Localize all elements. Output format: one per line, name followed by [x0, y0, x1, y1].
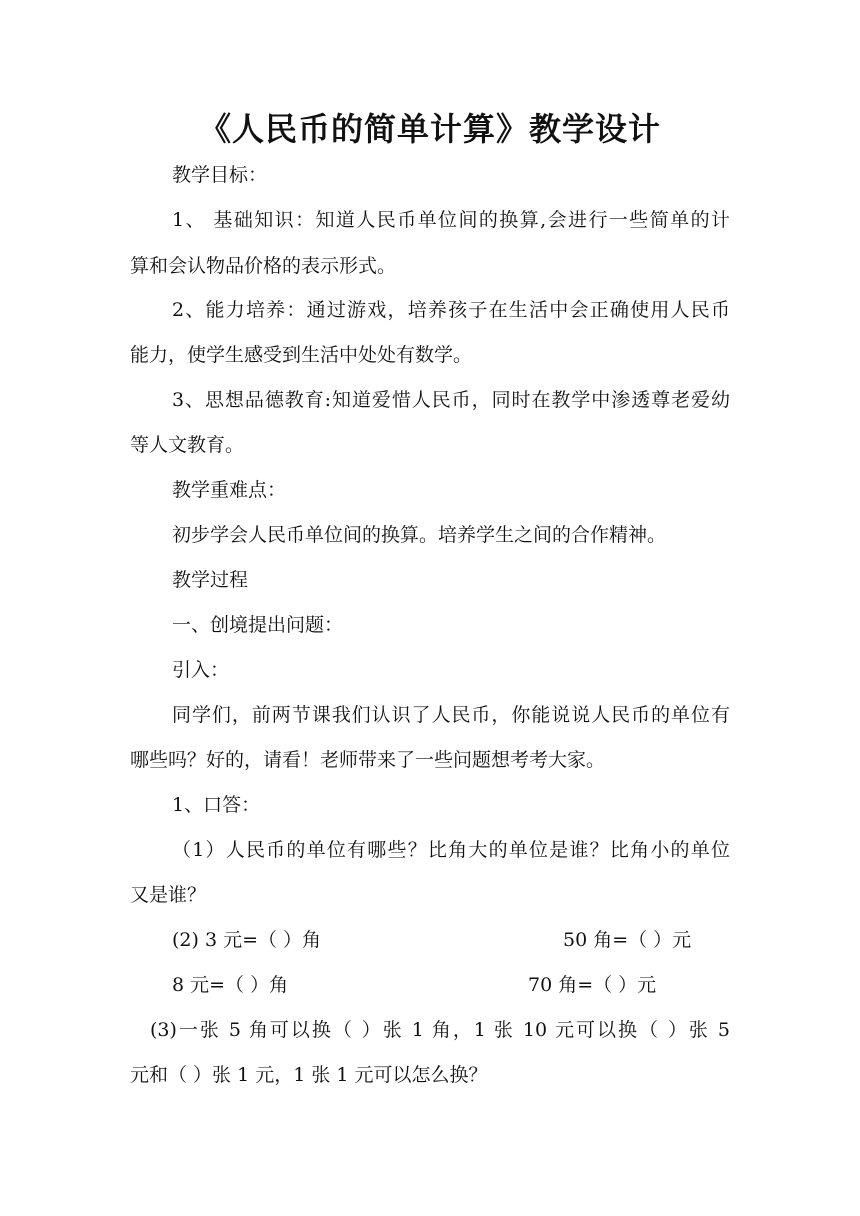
- text-line: （1）人民币的单位有哪些？比角大的单位是谁？比角小的单位: [172, 839, 730, 861]
- text-line: 初步学会人民币单位间的换算。培养学生之间的合作精神。: [172, 524, 667, 546]
- exercise-item: (2) 3 元=（ ）角: [172, 929, 322, 951]
- text-line: 同学们，前两节课我们认识了人民币，你能说说人民币的单位有: [172, 704, 730, 726]
- text-line: 2、能力培养：通过游戏，培养孩子在生活中会正确使用人民币: [172, 299, 730, 321]
- text-line: 教学过程: [172, 569, 249, 591]
- text-line: 元和（ ）张 1 元，1 张 1 元可以怎么换？: [130, 1064, 488, 1086]
- text-line: 哪些吗？好的，请看！老师带来了一些问题想考考大家。: [130, 749, 606, 771]
- text-line: 引入：: [172, 659, 230, 681]
- exercise-item: 8 元=（ ）角: [172, 974, 289, 996]
- text-line: 3、思想品德教育:知道爱惜人民币，同时在教学中渗透尊老爱幼: [172, 389, 730, 411]
- text-line: 等人文教育。: [130, 434, 245, 456]
- text-line: (3)一张 5 角可以换（ ）张 1 角，1 张 10 元可以换（ ）张 5: [150, 1019, 730, 1041]
- exercise-item: 50 角=（ ）元: [563, 929, 692, 951]
- document-title: 《人民币的简单计算》教学设计: [198, 110, 661, 148]
- text-line: 1、口答：: [172, 794, 261, 816]
- text-line: 算和会认物品价格的表示形式。: [130, 255, 397, 277]
- text-line: 又是谁？: [130, 884, 207, 906]
- text-line: 一、创境提出问题：: [172, 614, 344, 636]
- exercise-item: 70 角=（ ）元: [528, 974, 657, 996]
- text-line: 教学重难点：: [172, 479, 287, 501]
- text-line: 教学目标：: [172, 164, 268, 186]
- text-line: 1、 基础知识：知道人民币单位间的换算,会进行一些简单的计: [172, 209, 730, 231]
- text-line: 能力，使学生感受到生活中处处有数学。: [130, 344, 473, 366]
